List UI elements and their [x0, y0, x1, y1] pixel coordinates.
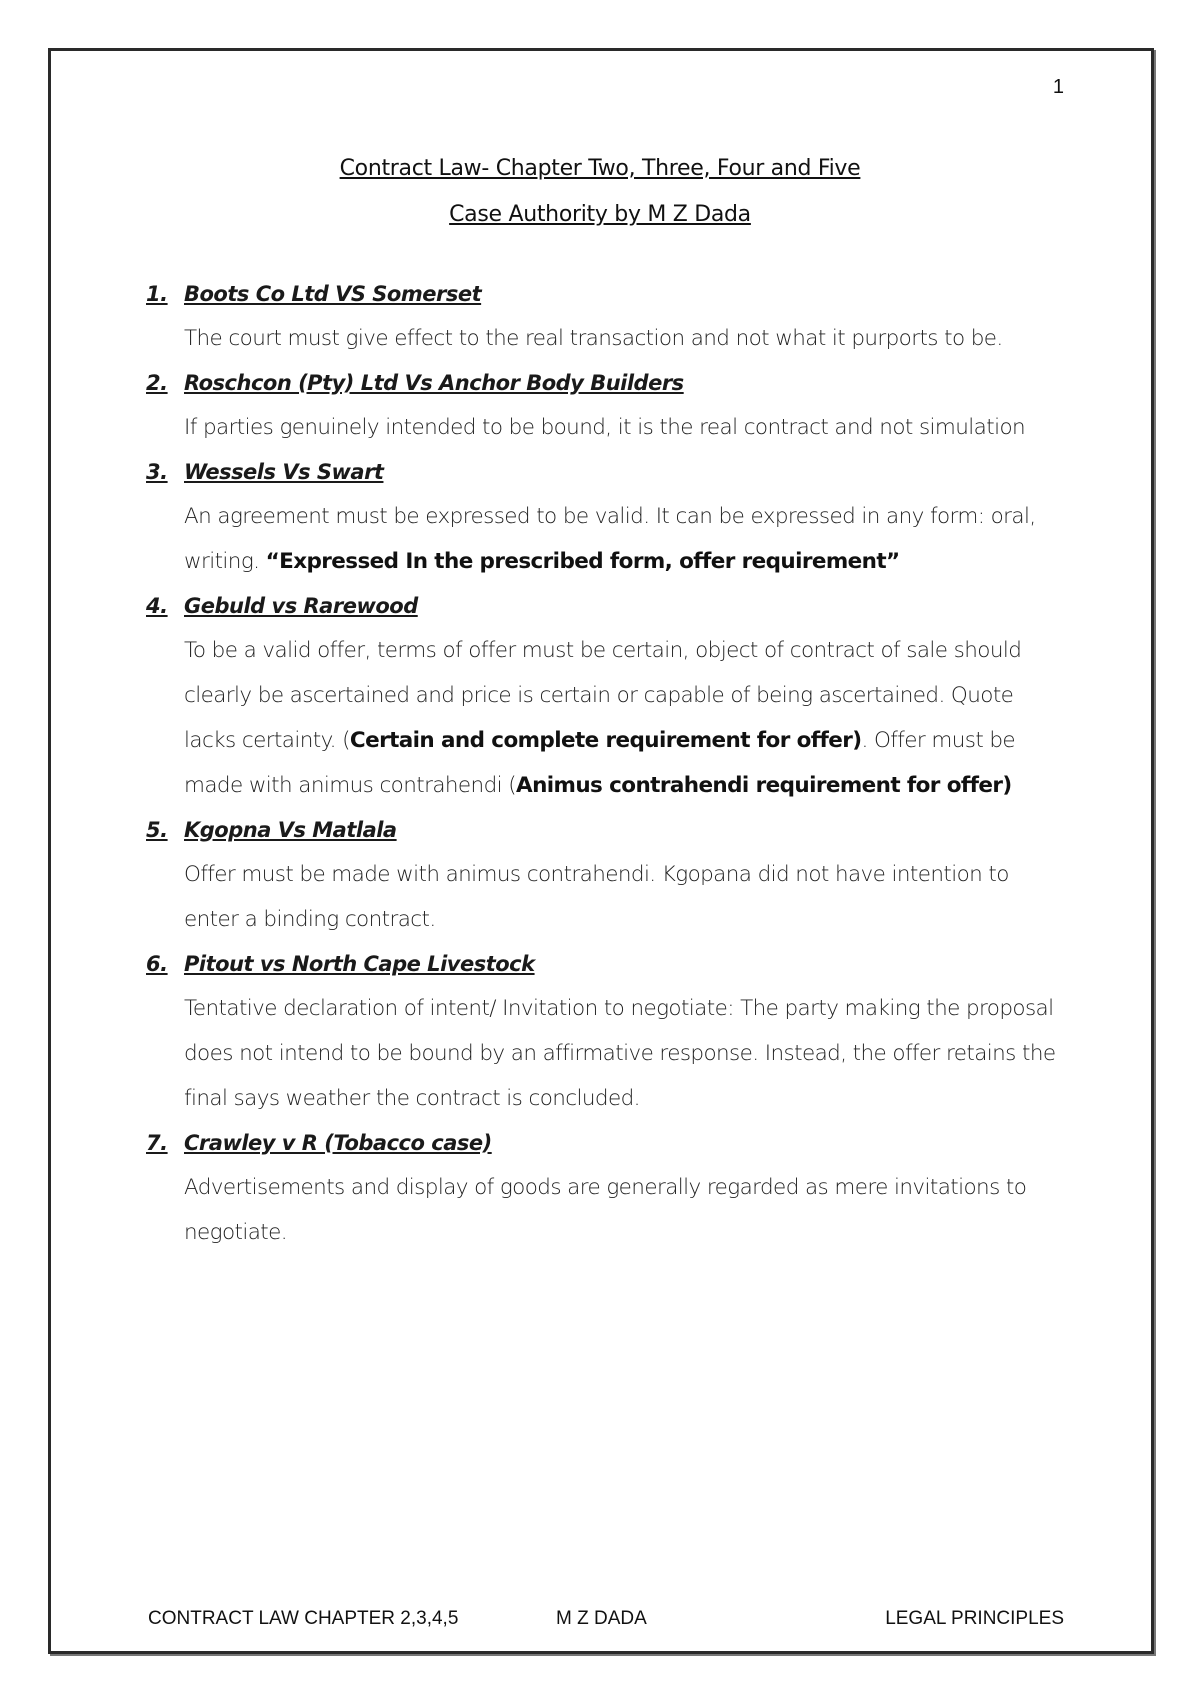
case-principle-emphasis: Animus contrahendi requirement for offer): [516, 773, 1012, 798]
case-item: [146, 361, 1066, 450]
footer-left: CONTRACT LAW CHAPTER 2,3,4,5: [148, 1608, 459, 1629]
page-number: 1: [1052, 76, 1064, 98]
case-principle-text: . Offer must be made with animus contrahendi (: [184, 728, 1016, 798]
case-name: Kgopna Vs Matlala: [184, 818, 397, 842]
case-principle: [146, 628, 1066, 808]
case-heading: [146, 1121, 1066, 1165]
case-principle-text: An agreement must be expressed to be valid. It can be expressed in any form: oral, writing.: [184, 504, 1036, 574]
case-name: Boots Co Ltd VS Somerset: [184, 282, 482, 306]
footer-author: M Z DADA: [556, 1608, 647, 1629]
case-principle: [146, 1165, 1066, 1255]
case-number: 4.: [146, 594, 168, 618]
case-principle: [146, 405, 1066, 450]
case-number: 3.: [146, 460, 168, 484]
case-principle: [146, 316, 1066, 361]
case-principle-text: If parties genuinely intended to be bound, it is the real contract and not simulation: [184, 415, 1026, 440]
footer-right: LEGAL PRINCIPLES: [885, 1608, 1064, 1629]
case-item: [146, 584, 1066, 808]
case-item: [146, 272, 1066, 361]
case-principle: [146, 494, 1066, 584]
case-principle-text: Advertisements and display of goods are generally regarded as mere invitations to negotiate.: [184, 1175, 1027, 1245]
case-number: 6.: [146, 952, 168, 976]
case-item: [146, 1121, 1066, 1255]
case-principle: [146, 852, 1066, 942]
case-principle-text: Tentative declaration of intent/ Invitation to negotiate: The party making the proposal does not intend to be bound by an affirmative response. Instead, the offer retains the final says weather the contract is concluded.: [184, 996, 1056, 1111]
case-number: 5.: [146, 818, 168, 842]
case-list: [146, 272, 1066, 1255]
case-principle-text: To be a valid offer, terms of offer must be certain, object of contract of sale should clearly be ascertained and price is certain or capable of being ascertained. Quote lacks certainty. (: [184, 638, 1022, 753]
case-number: 7.: [146, 1131, 168, 1155]
case-principle-emphasis: “Expressed In the prescribed form, offer requirement”: [265, 549, 900, 574]
page-footer: [148, 1608, 1064, 1638]
case-name: Pitout vs North Cape Livestock: [184, 952, 535, 976]
case-principle-emphasis: Certain and complete requirement for offer): [349, 728, 862, 753]
case-name: Gebuld vs Rarewood: [184, 594, 418, 618]
title-block: [0, 146, 1200, 238]
case-heading: [146, 584, 1066, 628]
case-item: [146, 450, 1066, 584]
case-name: Roschcon (Pty) Ltd Vs Anchor Body Builders: [184, 371, 684, 395]
case-number: 1.: [146, 282, 168, 306]
case-heading: [146, 942, 1066, 986]
document-title: Contract Law- Chapter Two, Three, Four and Five: [339, 156, 861, 181]
case-name: Wessels Vs Swart: [184, 460, 384, 484]
case-heading: [146, 808, 1066, 852]
case-principle: [146, 986, 1066, 1121]
case-item: [146, 808, 1066, 942]
case-item: [146, 942, 1066, 1121]
case-heading: [146, 272, 1066, 316]
case-heading: [146, 450, 1066, 494]
case-number: 2.: [146, 371, 168, 395]
case-principle-text: The court must give effect to the real transaction and not what it purports to be.: [184, 326, 1003, 351]
case-heading: [146, 361, 1066, 405]
document-subtitle: Case Authority by M Z Dada: [449, 202, 751, 227]
case-principle-text: Offer must be made with animus contrahendi. Kgopana did not have intention to enter a binding contract.: [184, 862, 1009, 932]
case-name: Crawley v R (Tobacco case): [184, 1131, 492, 1155]
